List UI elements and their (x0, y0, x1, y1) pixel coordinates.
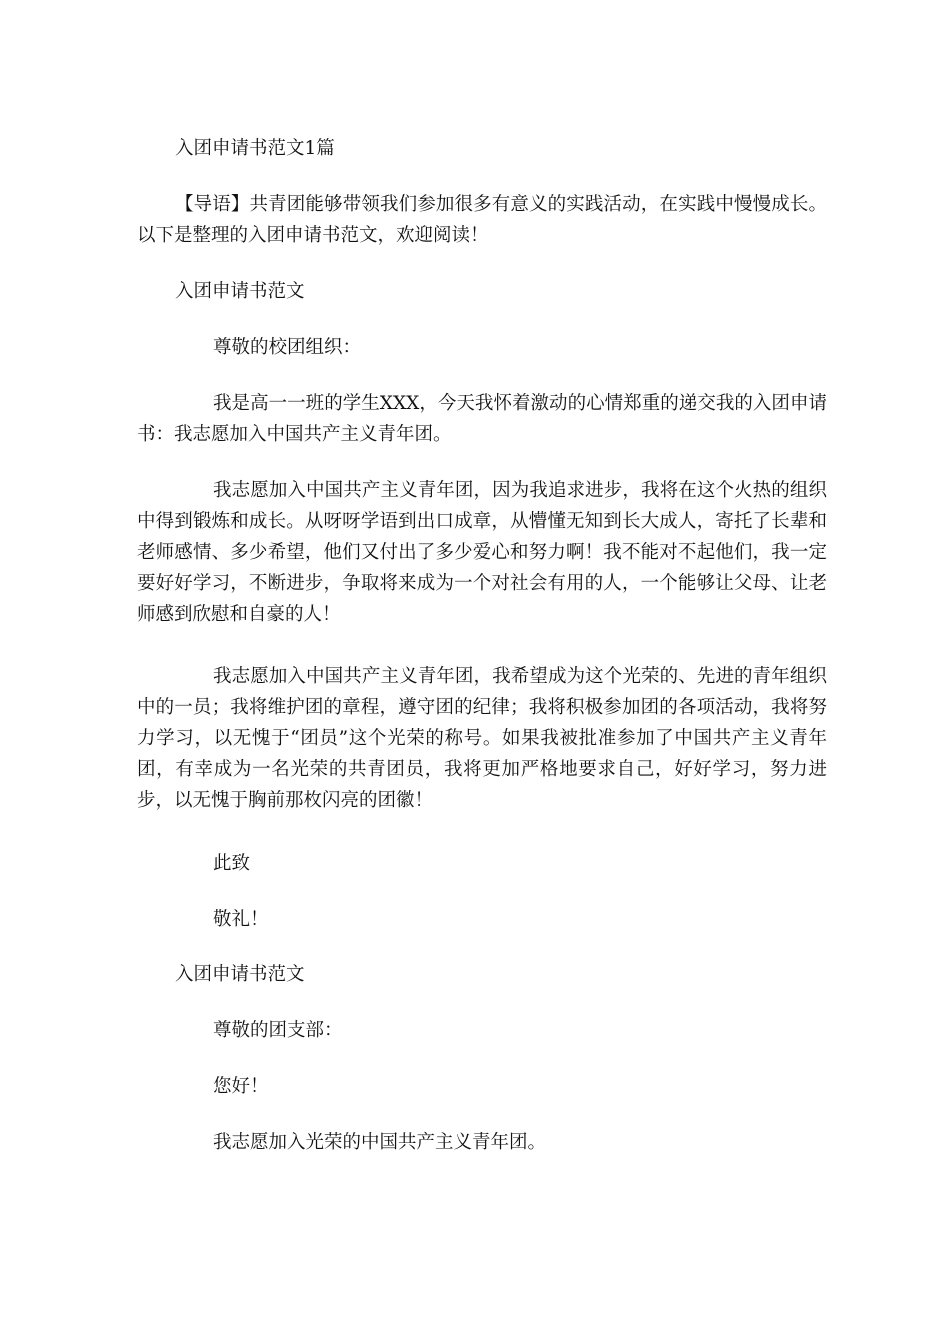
letter1-salutation: 尊敬的校团组织： (213, 337, 362, 358)
letter1-closing-2: 敬礼！ (213, 909, 269, 930)
letter2-paragraph-1: 我志愿加入光荣的中国共产主义青年团。 (213, 1132, 547, 1153)
letter2-heading: 入团申请书范文 (175, 964, 305, 985)
letter1-paragraph-3: 我志愿加入中国共产主义青年团，我希望成为这个光荣的、先进的青年组织中的一员；我将维护团的章程，遵守团的纪律；我将积极参加团的各项活动，我将努力学习，以无愧于“团员”这个光荣的称号。如果我被批准参加了中国共产主义青年团，有幸成为一名光荣的共青团员，我将更加严格地要求自己，好好学习，努力进步，以无愧于胸前那枚闪亮的团徽！ (137, 666, 827, 811)
letter1-paragraph-2: 我志愿加入中国共产主义青年团，因为我追求进步，我将在这个火热的组织中得到锻炼和成长。从呀呀学语到出口成章，从懵懂无知到长大成人，寄托了长辈和老师感情、多少希望，他们又付出了多少爱心和努力啊！我不能对不起他们，我一定要好好学习，不断进步，争取将来成为一个对社会有用的人，一个能够让父母、让老师感到欣慰和自豪的人！ (137, 480, 827, 625)
document-title: 入团申请书范文1篇 (175, 138, 335, 159)
letter1-paragraph-1: 我是高一一班的学生XXX，今天我怀着激动的心情郑重的递交我的入团申请书：我志愿加入中国共产主义青年团。 (137, 393, 827, 445)
letter2-salutation: 尊敬的团支部： (213, 1020, 343, 1041)
letter1-heading: 入团申请书范文 (175, 281, 305, 302)
intro-paragraph: 【导语】共青团能够带领我们参加很多有意义的实践活动，在实践中慢慢成长。以下是整理的入团申请书范文，欢迎阅读！ (137, 194, 827, 246)
letter1-closing-1: 此致 (213, 853, 251, 874)
letter2-greeting: 您好！ (213, 1076, 269, 1097)
